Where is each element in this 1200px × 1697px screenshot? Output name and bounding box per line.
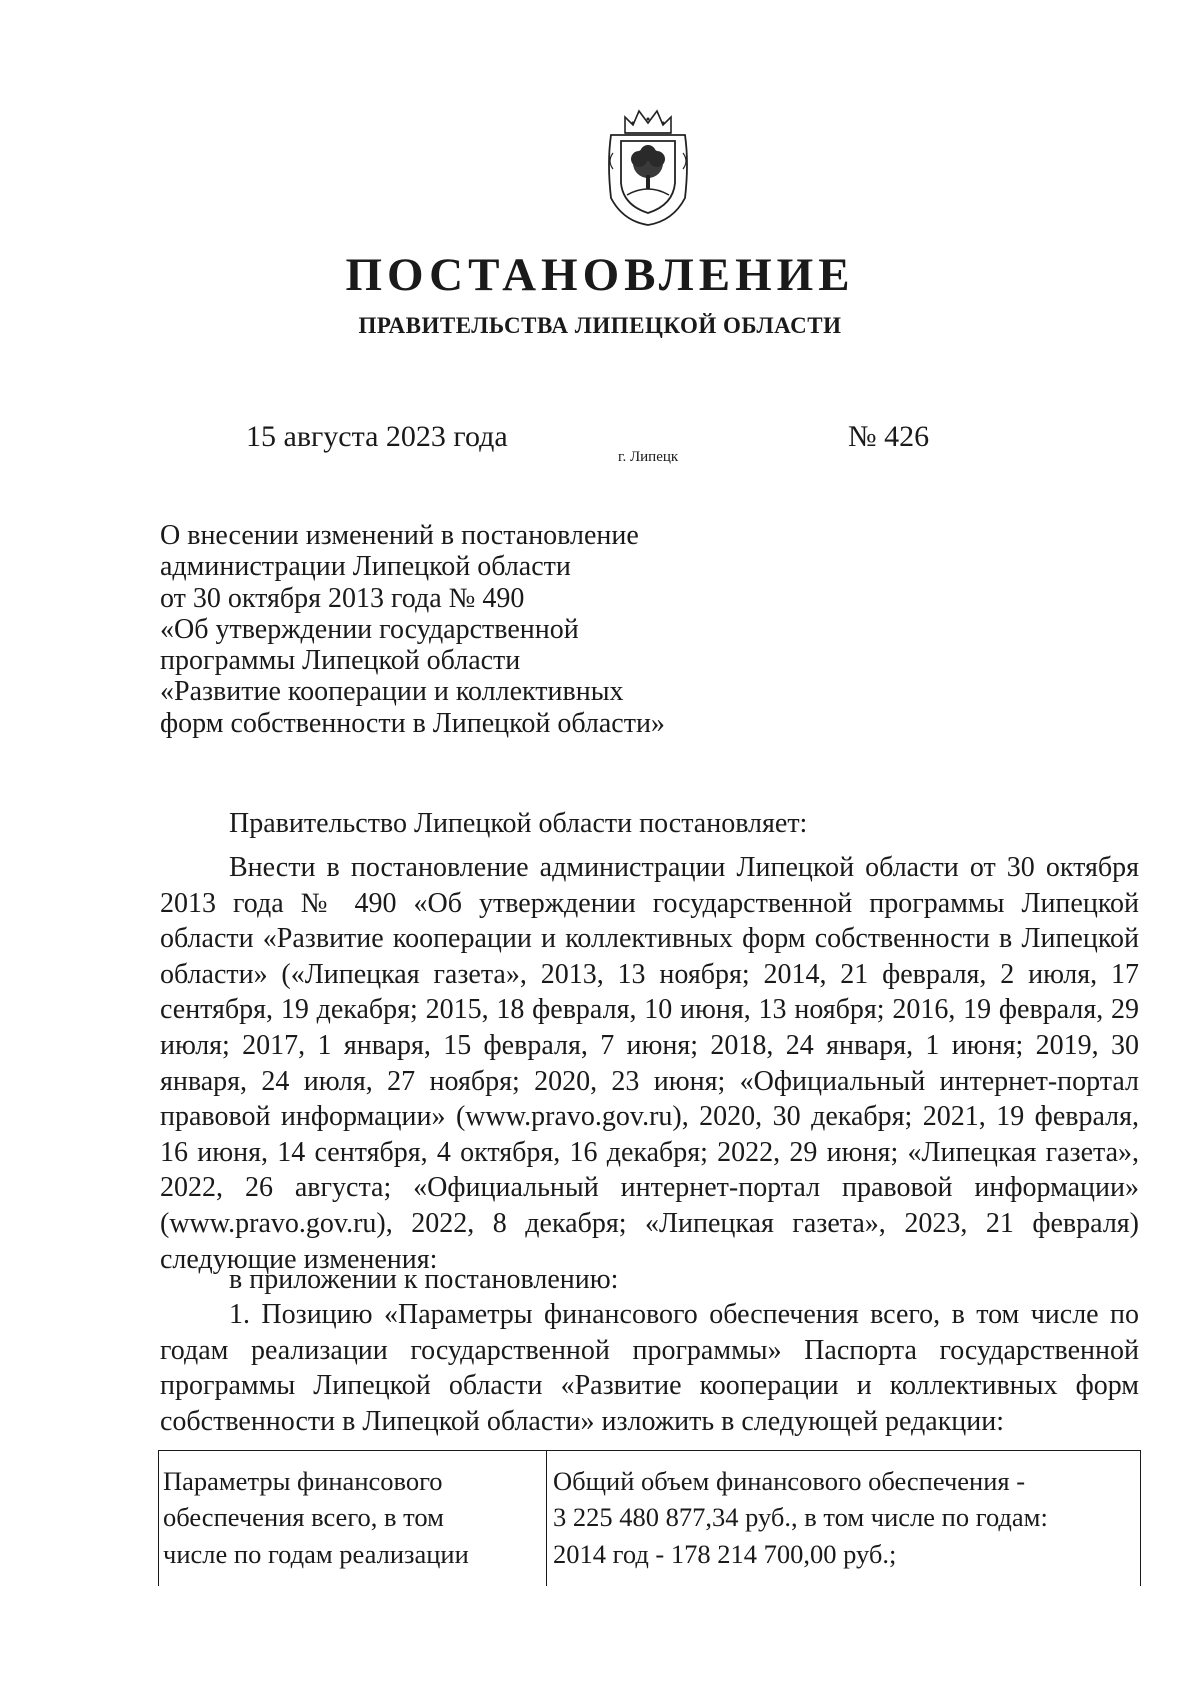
cell-line: числе по годам реализации	[163, 1538, 469, 1569]
cell-line: 2014 год - 178 214 700,00 руб.;	[553, 1538, 897, 1569]
subject-line: администрации Липецкой области	[160, 551, 571, 583]
cell-line: обеспечения всего, в том	[163, 1502, 444, 1533]
cell-line: Параметры финансового	[163, 1466, 443, 1496]
document-type-title: ПОСТАНОВЛЕНИЕ	[345, 249, 855, 301]
financing-table	[158, 1450, 1141, 1586]
coat-of-arms-icon	[603, 103, 693, 228]
subject-line: «Развитие кооперации и коллективных	[160, 676, 624, 708]
cell-line: 3 225 480 877,34 руб., в том числе по годам:	[553, 1502, 1048, 1533]
document-date: 15 августа 2023 года	[246, 420, 508, 453]
item-1-paragraph: 1. Позицию «Параметры финансового обеспечения всего, в том числе по годам реализации государственной программы» Паспорта государственной программы Липецкой области «Развитие кооперации и коллективных форм собственности в Липецкой области» изложить в следующей редакции:	[160, 1299, 1139, 1437]
document-number: № 426	[848, 420, 930, 453]
document-subject	[160, 520, 665, 739]
table-cell-value	[553, 1463, 1133, 1572]
subject-line: «Об утверждении государственной	[160, 613, 579, 645]
issuing-authority: ПРАВИТЕЛЬСТВА ЛИПЕЦКОЙ ОБЛАСТИ	[358, 313, 842, 338]
subject-line: форм собственности в Липецкой области»	[160, 707, 665, 739]
subject-line: О внесении изменений в постановление	[160, 520, 639, 551]
appendix-intro: в приложении к постановлению:	[229, 1264, 619, 1295]
resolution-preamble: Правительство Липецкой области постановляет:	[229, 808, 808, 839]
main-paragraph: Внести в постановление администрации Липецкой области от 30 октября 2013 года № 490 «Об утверждении государственной программы Липецкой области «Развитие кооперации и коллективных форм собственности в Липецкой области» («Липецкая газета», 2013, 13 ноября; 2014, 21 февраля, 2 июля, 17 сентября, 19 декабря; 2015, 18 февраля, 10 июня, 13 ноября; 2016, 19 февраля, 29 июля; 2017, 1 января, 15 февраля, 7 июня; 2018, 24 января, 1 июня; 2019, 30 января, 24 июля, 27 ноября; 2020, 23 июня; «Официальный интернет-портал правовой информации» (www.pravo.gov.ru), 2020, 30 декабря; 2021, 19 февраля, 16 июня, 14 сентября, 4 октября, 16 декабря; 2022, 29 июня; «Липецкая газета», 2022, 26 августа; «Официальный интернет-портал правовой информации» (www.pravo.gov.ru), 2022, 8 декабря; «Липецкая газета», 2023, 21 февраля) следующие изменения:	[160, 852, 1139, 1275]
cell-line: Общий объем финансового обеспечения -	[553, 1466, 1026, 1496]
table-column-divider	[546, 1451, 547, 1586]
document-city: г. Липецк	[618, 449, 679, 465]
subject-line: программы Липецкой области	[160, 645, 521, 677]
table-cell-parameter	[163, 1463, 543, 1572]
subject-line: от 30 октября 2013 года № 490	[160, 582, 525, 614]
